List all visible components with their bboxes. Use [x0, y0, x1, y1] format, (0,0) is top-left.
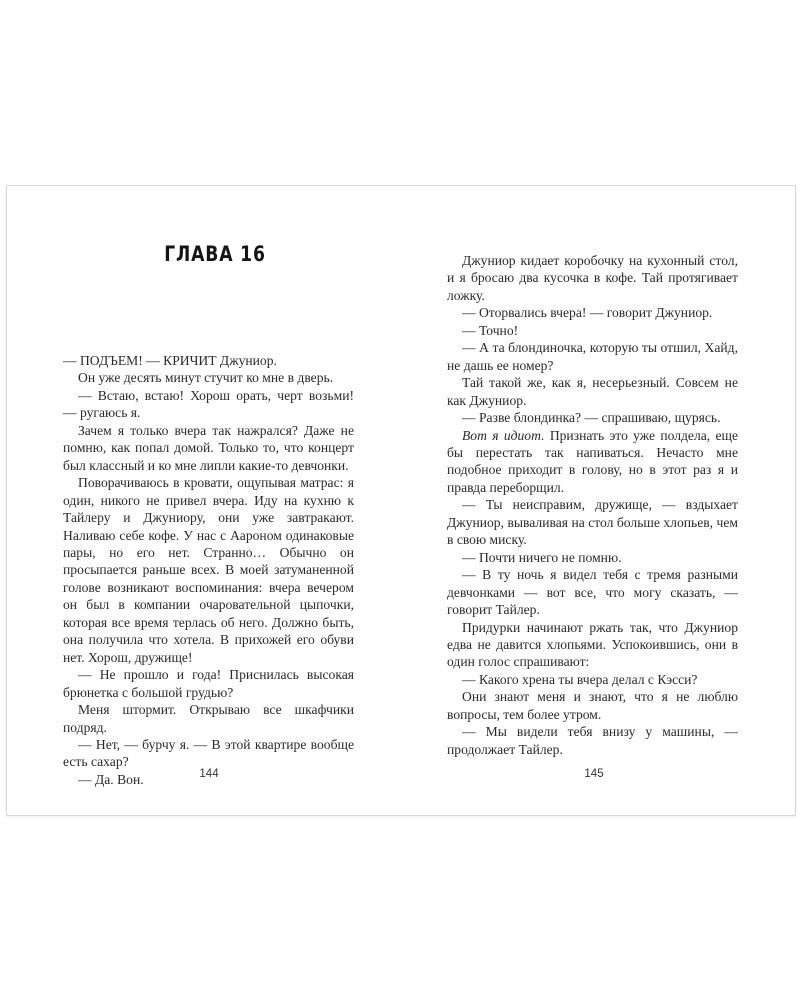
left-page: [7, 186, 401, 815]
paragraph: Зачем я только вчера так нажрался? Даже не помню, как попал домой. Только то, что концерт был классный и ко мне липли какие-то девчонки.: [63, 422, 354, 473]
book-spread: [6, 185, 796, 816]
paragraph: — Да. Вон.: [78, 771, 144, 787]
paragraph: — Мы видели тебя внизу у машины, — продолжает Тайлер.: [447, 724, 738, 757]
paragraph: — ПОДЪЕМ! — КРИЧИТ Джуниор.: [63, 353, 277, 368]
paragraph: — Встаю, встаю! Хорош орать, черт возьми! — ругаюсь я.: [63, 387, 354, 421]
page-number: 144: [199, 768, 219, 780]
paragraph-rest: Признать это уже полдела, еще бы перестать так напиваться. Нечасто мне подобное приходит в голову, но в этот раз я и правда переборщил.: [447, 427, 739, 495]
paragraph: Джуниор кидает коробочку на кухонный стол, и я бросаю два кусочка в кофе. Тай протягивает ложку.: [447, 253, 738, 303]
right-page: [401, 186, 795, 815]
paragraph: — А та блондиночка, которую ты отшил, Хайд, не дашь ее номер?: [447, 340, 738, 373]
paragraph: Тай такой же, как я, несерьезный. Совсем не как Джуниор.: [447, 375, 738, 408]
page-number: 145: [584, 768, 604, 780]
paragraph: Они знают меня и знают, что я не люблю вопросы, тем более утром.: [447, 689, 738, 722]
paragraph: — Ты неисправим, дружище, — вздыхает Джуниор, вываливая на стол больше хлопьев, чем в свою миску.: [447, 497, 738, 548]
paragraph: — Какого хрена ты вчера делал с Кэсси?: [462, 671, 698, 687]
paragraph: Он уже десять минут стучит ко мне в дверь.: [78, 370, 334, 386]
paragraph: — Разве блондинка? — спрашиваю, щурясь.: [462, 410, 721, 426]
paragraph: — В ту ночь я видел тебя с тремя разными девчонками — вот все, что могу сказать, — говорит Тайлер.: [447, 567, 738, 618]
paragraph: — Не прошло и года! Приснилась высокая брюнетка с большой грудью?: [63, 667, 354, 700]
left-page-text: [63, 352, 354, 788]
right-page-text: [447, 252, 738, 758]
paragraph: — Почти ничего не помню.: [462, 549, 622, 565]
paragraph: — Точно!: [462, 322, 519, 338]
italic-thought: Вот я идиот.: [462, 427, 545, 443]
paragraph: Придурки начинают ржать так, что Джуниор едва не давится хлопьями. Успокоившись, они в один голос спрашивают:: [447, 619, 738, 670]
paragraph-with-italic-lead: [447, 427, 738, 497]
paragraph: Поворачиваюсь в кровати, ощупывая матрас: я один, никого не привел вчера. Иду на кухню к Тайлеру и Джуниору, они уже завтракают. Наливаю себе кофе. У нас с Аароном одинаковые пары, но его нет. Странно… Обычно он просыпается раньше всех. В моей затуманенной голове возникают воспоминания: вчера вечером он был в компании очаровательной цыпочки, которая все время терлась об него. Должно быть, она получила что хотела. В прихожей его обуви нет. Хорош, дружище!: [63, 475, 354, 665]
paragraph: — Нет, — бурчу я. — В этой квартире вообще есть сахар?: [63, 736, 354, 770]
paragraph: Меня штормит. Открываю все шкафчики подряд.: [63, 702, 354, 735]
chapter-title: ГЛАВА 16: [164, 242, 266, 266]
paragraph: — Оторвались вчера! — говорит Джуниор.: [462, 305, 713, 321]
